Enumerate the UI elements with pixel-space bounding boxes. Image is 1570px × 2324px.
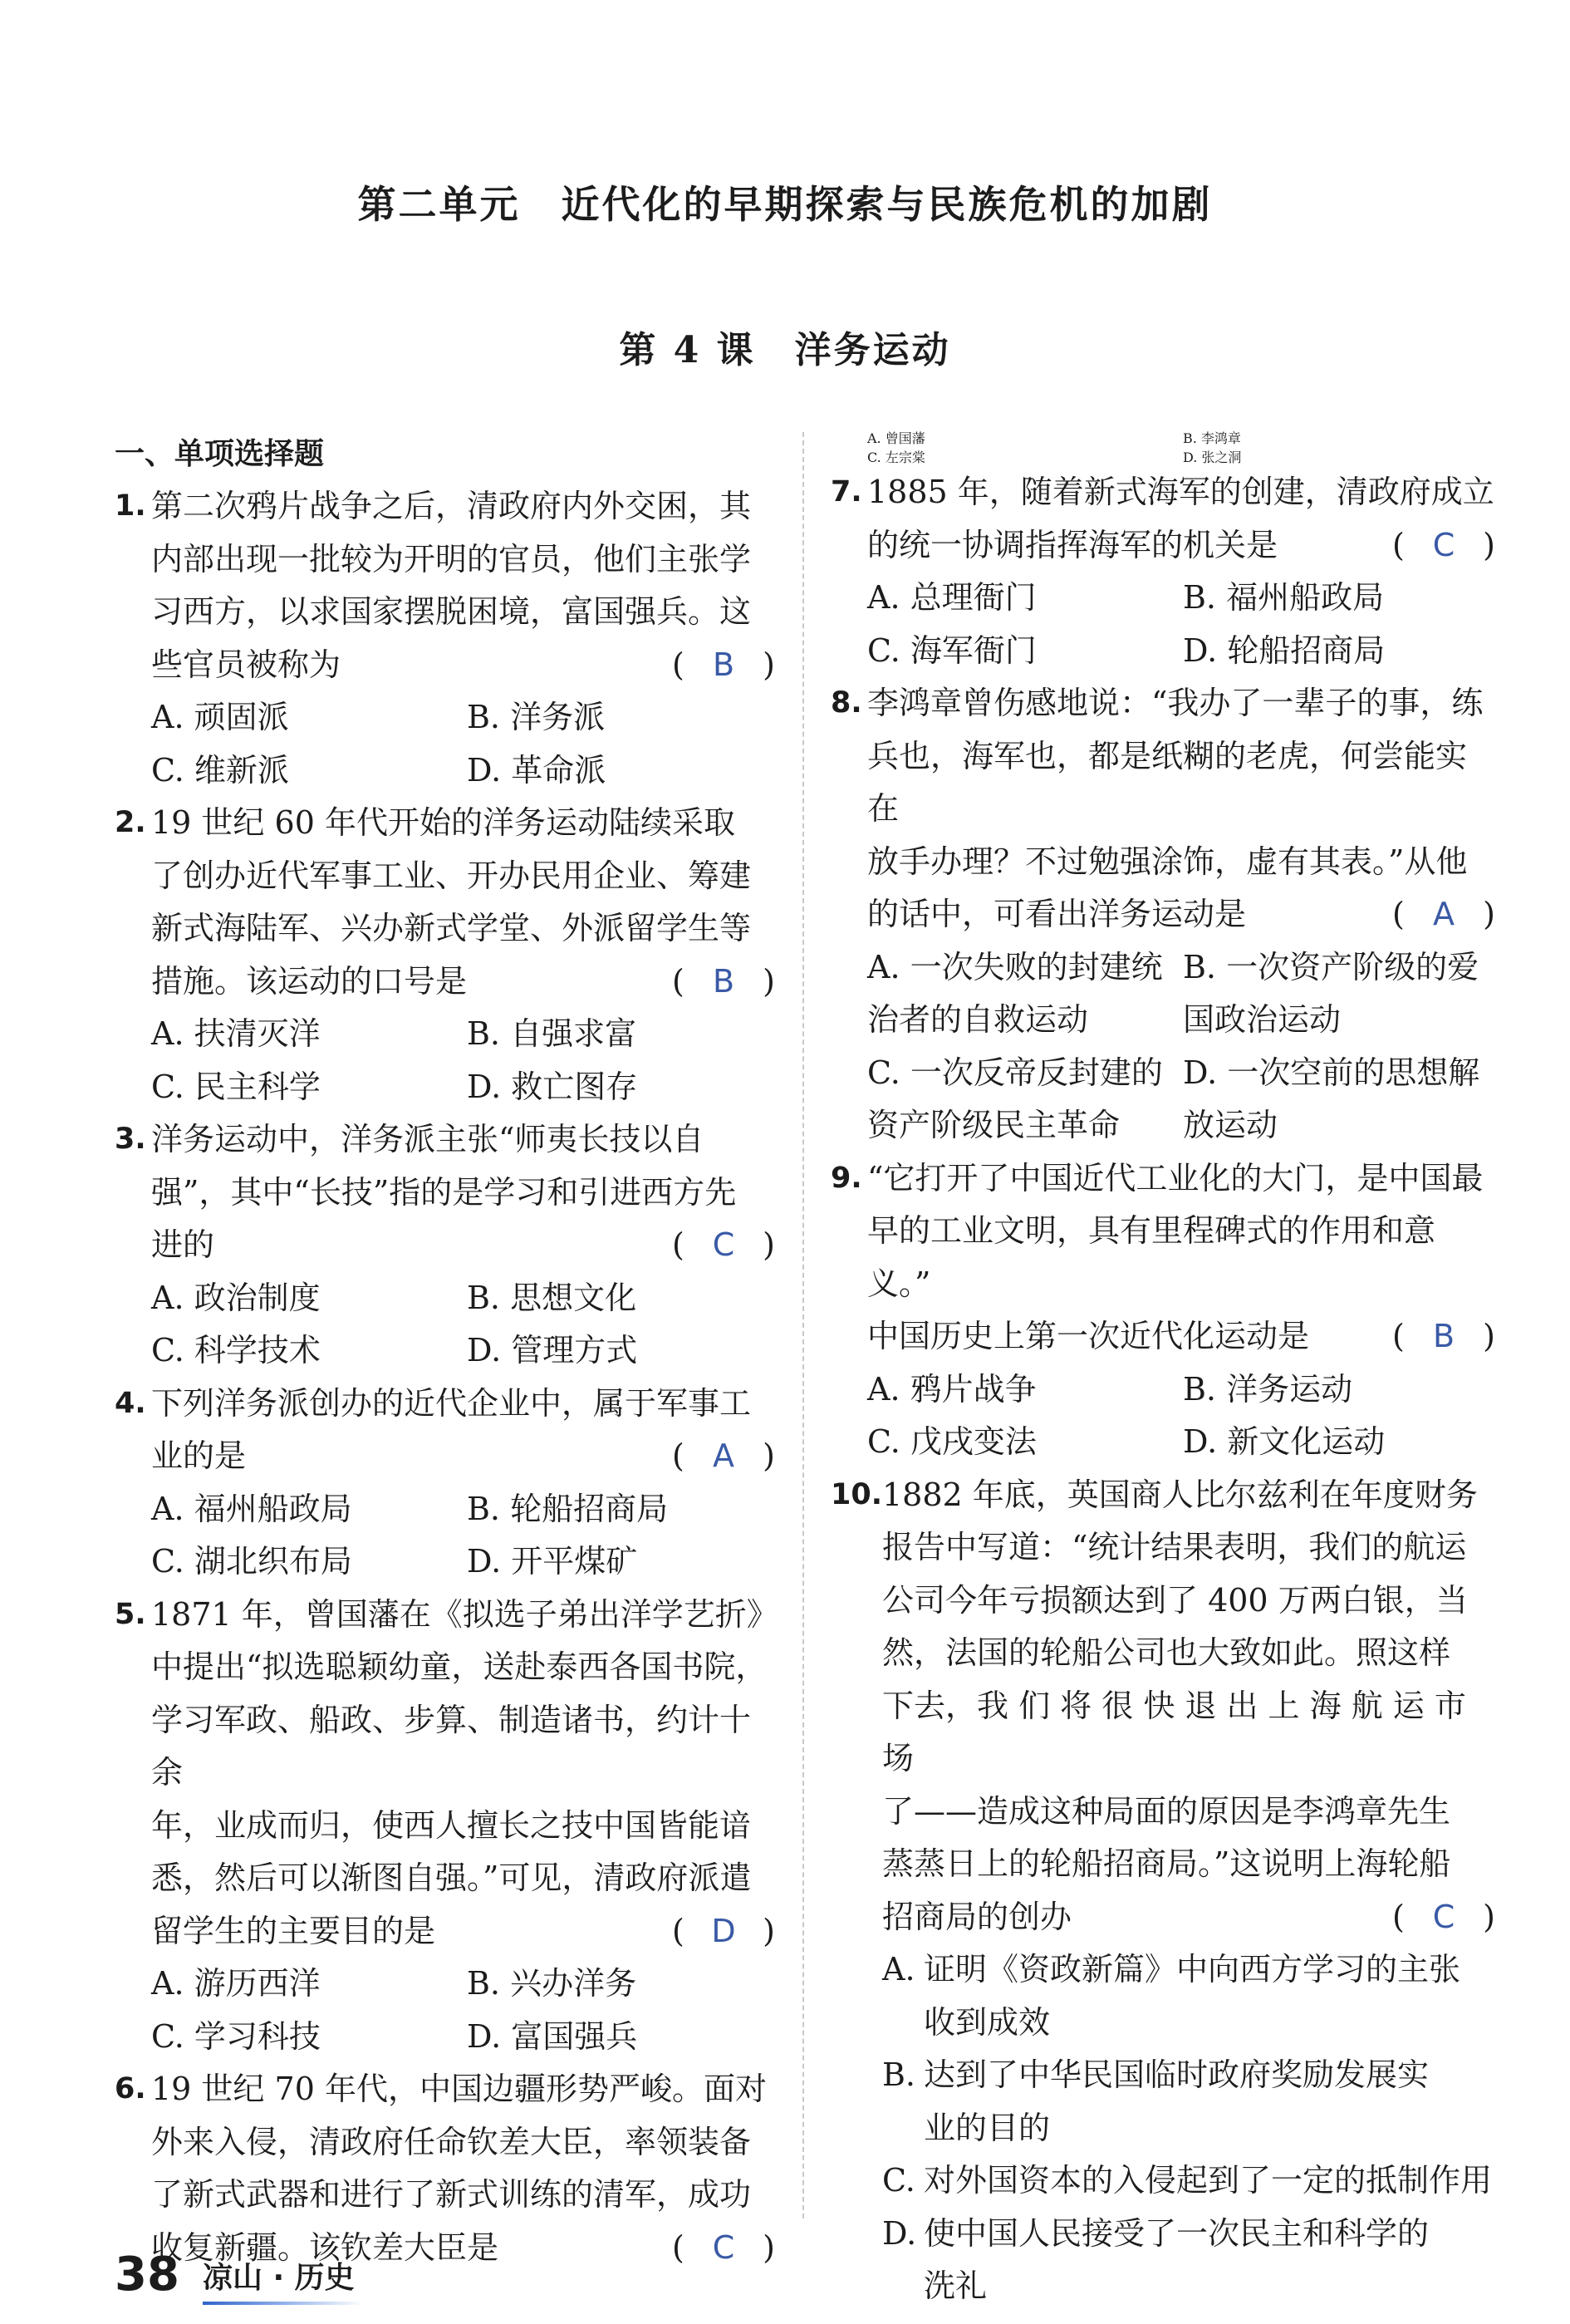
option: D. 张之洞 xyxy=(1183,450,1242,465)
options xyxy=(115,1008,775,1113)
question-4 xyxy=(115,1378,775,1589)
option: B. 一次资产阶级的爱国政治运动 xyxy=(1183,948,1479,1038)
stem-line: 的话中，可看出洋务运动是 xyxy=(867,896,1247,932)
question-3 xyxy=(115,1113,775,1378)
stem-line: 学习军政、船政、步算、制造诸书，约计十余 xyxy=(151,1701,752,1791)
stem-line: 1871 年，曾国藩在《拟选子弟出洋学艺折》 xyxy=(151,1595,778,1633)
stem-line: 1885 年，随着新式海军的创建，清政府成立 xyxy=(867,474,1494,510)
stem-line: 强”，其中“长技”指的是学习和引进西方先 xyxy=(151,1173,737,1211)
option: A. 一次失败的封建统治者的自救运动 xyxy=(867,948,1163,1038)
stem-line: 了新式武器和进行了新式训练的清军，成功 xyxy=(151,2176,752,2213)
question-10 xyxy=(831,1469,1495,2313)
option: C. 民主科学 xyxy=(151,1068,321,1105)
question-stem xyxy=(831,1152,1495,1363)
options xyxy=(831,1363,1495,1469)
close-paren: ) xyxy=(763,1437,775,1474)
option: C. 学习科技 xyxy=(151,2017,321,2055)
question-number: 6. xyxy=(115,2072,146,2105)
question-number: 5. xyxy=(115,1597,146,1631)
option: A. 总理衙门 xyxy=(867,579,1037,616)
answer-bracket xyxy=(672,2222,775,2275)
option: D. 管理方式 xyxy=(467,1332,638,1368)
question-stem xyxy=(831,677,1495,941)
stem-line: 了创办近代军事工业、开办民用企业、筹建 xyxy=(151,857,752,894)
option-line: 业的目的 xyxy=(924,2109,1051,2146)
stem-line: 新式海陆军、兴办新式学堂、外派留学生等 xyxy=(151,910,752,946)
left-column xyxy=(115,428,778,2274)
option: C. 一次反帝反封建的资产阶级民主革命 xyxy=(867,1054,1163,1143)
open-paren: ( xyxy=(672,1437,684,1474)
stem-line: 19 世纪 70 年代，中国边疆形势严峻。面对 xyxy=(151,2071,767,2107)
stem-line: 1882 年底，英国商人比尔兹利在年度财务 xyxy=(882,1476,1478,1513)
answer-bracket xyxy=(672,956,775,1009)
stem-line: 业的是 xyxy=(151,1437,247,1474)
answer-letter: C xyxy=(1432,526,1455,563)
stem-line: 进的 xyxy=(151,1226,215,1263)
book-name xyxy=(203,2254,355,2297)
option: C. 维新派 xyxy=(151,751,289,789)
option: C. 戊戌变法 xyxy=(867,1423,1037,1460)
open-paren: ( xyxy=(1392,1318,1405,1354)
question-1 xyxy=(115,480,775,797)
option: B. 兴办洋务 xyxy=(467,1965,637,2002)
answer-bracket xyxy=(672,639,775,692)
close-paren: ) xyxy=(1483,896,1495,932)
question-number: 4. xyxy=(115,1386,146,1420)
option: B. 李鸿章 xyxy=(1183,430,1241,446)
stem-line: 悉，然后可以渐图自强。”可见，清政府派遣 xyxy=(151,1860,752,1896)
stem-line: 措施。该运动的口号是 xyxy=(151,962,468,1000)
open-paren: ( xyxy=(672,646,684,683)
stem-line-with-answer xyxy=(151,1905,775,1958)
section-header: 一、单项选择题 xyxy=(115,437,325,471)
option: A. 游历西洋 xyxy=(151,1965,321,2002)
answer-bracket xyxy=(1392,1310,1495,1363)
option: B. 自强求富 xyxy=(467,1015,637,1052)
stem-line-with-answer xyxy=(867,888,1495,941)
close-paren: ) xyxy=(763,1226,775,1263)
close-paren: ) xyxy=(763,962,775,1000)
stem-line: 些官员被称为 xyxy=(151,646,341,683)
answer-letter: B xyxy=(1432,1318,1455,1354)
stem-line-with-answer xyxy=(867,519,1495,572)
options xyxy=(115,691,775,797)
close-paren: ) xyxy=(763,2228,775,2266)
stem-line: 下去，我 们 将 很 快 退 出 上 海 航 运 市 场 xyxy=(882,1687,1466,1776)
question-number: 10. xyxy=(831,1477,883,1511)
options xyxy=(115,1483,775,1589)
answer-bracket xyxy=(672,1219,775,1272)
question-stem xyxy=(115,2063,775,2274)
stem-line: 内部出现一批较为开明的官员，他们主张学 xyxy=(151,540,752,577)
column-divider xyxy=(802,432,804,2218)
question-number: 9. xyxy=(831,1161,862,1195)
book-name-text: 凉山 · 历史 xyxy=(202,2260,355,2295)
option xyxy=(882,2208,1495,2313)
stem-line-with-answer xyxy=(867,1310,1495,1363)
stem-line: 李鸿章曾伤感地说：“我办了一辈子的事，练 xyxy=(867,685,1484,721)
open-paren: ( xyxy=(672,962,684,1000)
question-stem xyxy=(115,797,775,1008)
close-paren: ) xyxy=(1483,1318,1495,1354)
close-paren: ) xyxy=(1483,1898,1495,1935)
option: B. 轮船招商局 xyxy=(467,1490,669,1527)
question-stem xyxy=(115,1378,775,1483)
option: A. 曾国藩 xyxy=(867,430,925,446)
stem-line: 洋务运动中，洋务派主张“师夷长技以自 xyxy=(151,1121,704,1157)
stem-line: 的统一协调指挥海军的机关是 xyxy=(867,526,1278,563)
answer-bracket xyxy=(1392,1891,1495,1944)
question-number: 7. xyxy=(831,475,862,509)
stem-line: 然，法国的轮船公司也大致如此。照这样 xyxy=(882,1634,1451,1671)
stem-line-with-answer xyxy=(151,956,775,1009)
open-paren: ( xyxy=(672,1912,684,1949)
answer-letter: B xyxy=(712,646,735,683)
answer-letter: C xyxy=(712,2228,735,2266)
option: A. 扶清灭洋 xyxy=(151,1015,321,1052)
question-stem xyxy=(115,1589,778,1958)
stem-line: 蒸蒸日上的轮船招商局。”这说明上海轮船 xyxy=(882,1845,1451,1882)
options-continued xyxy=(831,428,1495,466)
option: A. 顽固派 xyxy=(151,699,289,735)
answer-letter: A xyxy=(713,1437,734,1474)
open-paren: ( xyxy=(1392,1898,1405,1935)
option-line: 洗礼 xyxy=(924,2267,988,2304)
option: D. 轮船招商局 xyxy=(1183,631,1386,669)
stem-line-with-answer xyxy=(151,639,775,692)
open-paren: ( xyxy=(1392,896,1405,932)
question-stem xyxy=(831,466,1495,572)
options xyxy=(831,941,1495,1152)
stem-line: 中提出“拟选聪颖幼童，送赴泰西各国书院， xyxy=(151,1648,768,1685)
open-paren: ( xyxy=(672,2228,684,2266)
question-5 xyxy=(115,1589,778,2064)
option-label: C. xyxy=(882,2162,915,2199)
option xyxy=(882,2049,1495,2154)
option: C. 湖北织布局 xyxy=(151,1543,352,1580)
stem-line: 收复新疆。该钦差大臣是 xyxy=(151,2228,499,2266)
answer-bracket xyxy=(672,1905,775,1958)
answer-letter: A xyxy=(1433,896,1455,932)
close-paren: ) xyxy=(763,1912,775,1949)
answer-bracket xyxy=(1392,888,1495,941)
options xyxy=(831,1943,1495,2313)
stem-line-with-answer xyxy=(151,1430,775,1483)
option: D. 革命派 xyxy=(467,751,606,789)
page-footer xyxy=(115,2250,355,2300)
answer-bracket xyxy=(1392,519,1495,572)
options xyxy=(115,1958,775,2063)
unit-title: 第二单元 近代化的早期探索与民族危机的加剧 xyxy=(357,182,1213,227)
stem-line: 招商局的创办 xyxy=(882,1898,1072,1935)
stem-line: 放手办理？不过勉强涂饰，虚有其表。”从他 xyxy=(867,843,1468,880)
question-number: 2. xyxy=(115,806,146,839)
option: D. 新文化运动 xyxy=(1183,1423,1386,1460)
option-label: B. xyxy=(882,2056,916,2093)
option-label: D. xyxy=(882,2214,917,2252)
open-paren: ( xyxy=(1392,526,1405,563)
answer-bracket xyxy=(672,1430,775,1483)
stem-line-with-answer xyxy=(151,1219,775,1272)
stem-line: 下列洋务派创办的近代企业中，属于军事工 xyxy=(151,1384,752,1422)
option xyxy=(882,2154,1495,2208)
stem-line: 报告中写道：“统计结果表明，我们的航运 xyxy=(882,1529,1467,1565)
option-label: A. xyxy=(882,1951,915,1987)
question-stem xyxy=(115,480,775,691)
stem-line: 19 世纪 60 年代开始的洋务运动陆续采取 xyxy=(151,804,735,841)
option: B. 洋务派 xyxy=(467,699,606,735)
question-7 xyxy=(831,466,1495,677)
right-column xyxy=(831,428,1495,2313)
option: D. 富国强兵 xyxy=(467,2017,638,2055)
option-line: 对外国资本的入侵起到了一定的抵制作用 xyxy=(924,2162,1493,2199)
option: A. 福州船政局 xyxy=(151,1490,352,1527)
answer-letter: C xyxy=(1432,1898,1455,1935)
option: C. 科学技术 xyxy=(151,1332,321,1368)
stem-line: 公司今年亏损额达到了 400 万两白银，当 xyxy=(882,1581,1468,1619)
stem-line: 了——造成这种局面的原因是李鸿章先生 xyxy=(882,1792,1451,1830)
answer-letter: C xyxy=(712,1226,735,1263)
stem-line: 留学生的主要目的是 xyxy=(151,1912,436,1949)
option-line: 达到了中华民国临时政府奖励发展实 xyxy=(924,2056,1430,2093)
answer-letter: B xyxy=(712,962,735,1000)
question-9 xyxy=(831,1152,1495,1469)
stem-line: 习西方，以求国家摆脱困境，富国强兵。这 xyxy=(151,593,752,630)
option: A. 鸦片战争 xyxy=(867,1370,1037,1408)
close-paren: ) xyxy=(1483,526,1495,563)
option: B. 福州船政局 xyxy=(1183,579,1385,616)
stem-line-with-answer xyxy=(882,1891,1495,1944)
option: B. 洋务运动 xyxy=(1183,1370,1353,1408)
question-number: 3. xyxy=(115,1123,146,1156)
stem-line: 年，业成而归，使西人擅长之技中国皆能谙 xyxy=(151,1806,752,1844)
page-number: 38 xyxy=(115,2248,179,2302)
stem-line: 外来入侵，清政府任命钦差大臣，率领装备 xyxy=(151,2123,752,2160)
option: D. 开平煤矿 xyxy=(467,1543,638,1580)
open-paren: ( xyxy=(672,1226,684,1263)
stem-line: 中国历史上第一次近代化运动是 xyxy=(867,1318,1310,1354)
option: D. 一次空前的思想解放运动 xyxy=(1183,1054,1480,1143)
question-6 xyxy=(115,2063,775,2274)
stem-line: 早的工业文明，具有里程碑式的作用和意义。” xyxy=(867,1212,1436,1302)
question-2 xyxy=(115,797,775,1113)
question-stem xyxy=(115,1113,775,1272)
book-name-underline xyxy=(203,2302,363,2305)
close-paren: ) xyxy=(763,646,775,683)
answer-letter: D xyxy=(711,1912,736,1949)
question-number: 8. xyxy=(831,686,862,720)
option: C. 海军衙门 xyxy=(867,631,1037,669)
option-line: 证明《资政新篇》中向西方学习的主张 xyxy=(924,1951,1461,1987)
stem-line: “它打开了中国近代工业化的大门，是中国最 xyxy=(867,1159,1484,1196)
options xyxy=(115,1272,775,1378)
question-8 xyxy=(831,677,1495,1152)
option: B. 思想文化 xyxy=(467,1279,637,1316)
option-line: 收到成效 xyxy=(924,2003,1051,2041)
option xyxy=(882,1943,1495,2049)
question-stem xyxy=(831,1469,1495,1944)
options xyxy=(831,572,1495,677)
option: C. 左宗棠 xyxy=(867,450,925,465)
stem-line: 兵也，海军也，都是纸糊的老虎，何尝能实在 xyxy=(867,737,1468,827)
option: A. 政治制度 xyxy=(151,1279,321,1316)
lesson-title: 第 4 课 洋务运动 xyxy=(619,329,951,371)
option: D. 救亡图存 xyxy=(467,1068,638,1105)
stem-line: 第二次鸦片战争之后，清政府内外交困，其 xyxy=(151,488,752,524)
option-line: 使中国人民接受了一次民主和科学的 xyxy=(924,2214,1430,2252)
question-number: 1. xyxy=(115,489,146,523)
